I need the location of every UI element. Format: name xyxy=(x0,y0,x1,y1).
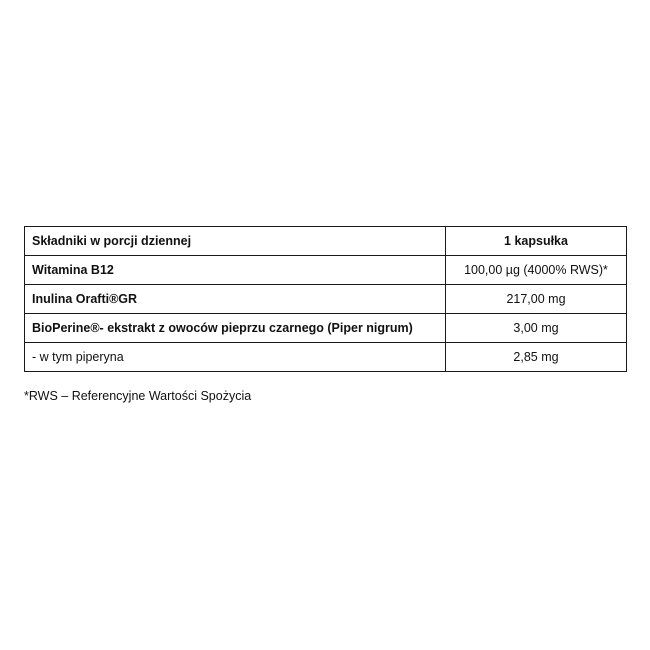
ingredient-amount: 3,00 mg xyxy=(446,314,627,343)
ingredient-name: - w tym piperyna xyxy=(25,343,446,372)
footnote: *RWS – Referencyjne Wartości Spożycia xyxy=(24,389,252,403)
table-row xyxy=(25,256,627,285)
supplement-facts-table xyxy=(24,226,627,372)
ingredient-name: Witamina B12 xyxy=(25,256,446,285)
header-ingredient: Składniki w porcji dziennej xyxy=(25,227,446,256)
table-row xyxy=(25,343,627,372)
table-header-row xyxy=(25,227,627,256)
table-row xyxy=(25,285,627,314)
header-amount: 1 kapsułka xyxy=(446,227,627,256)
ingredient-name: Inulina Orafti®GR xyxy=(25,285,446,314)
supplement-facts-table-container xyxy=(24,226,612,372)
table-row xyxy=(25,314,627,343)
ingredient-amount: 100,00 µg (4000% RWS)* xyxy=(446,256,627,285)
ingredient-amount: 217,00 mg xyxy=(446,285,627,314)
ingredient-amount: 2,85 mg xyxy=(446,343,627,372)
ingredient-name: BioPerine®- ekstrakt z owoców pieprzu czarnego (Piper nigrum) xyxy=(25,314,446,343)
